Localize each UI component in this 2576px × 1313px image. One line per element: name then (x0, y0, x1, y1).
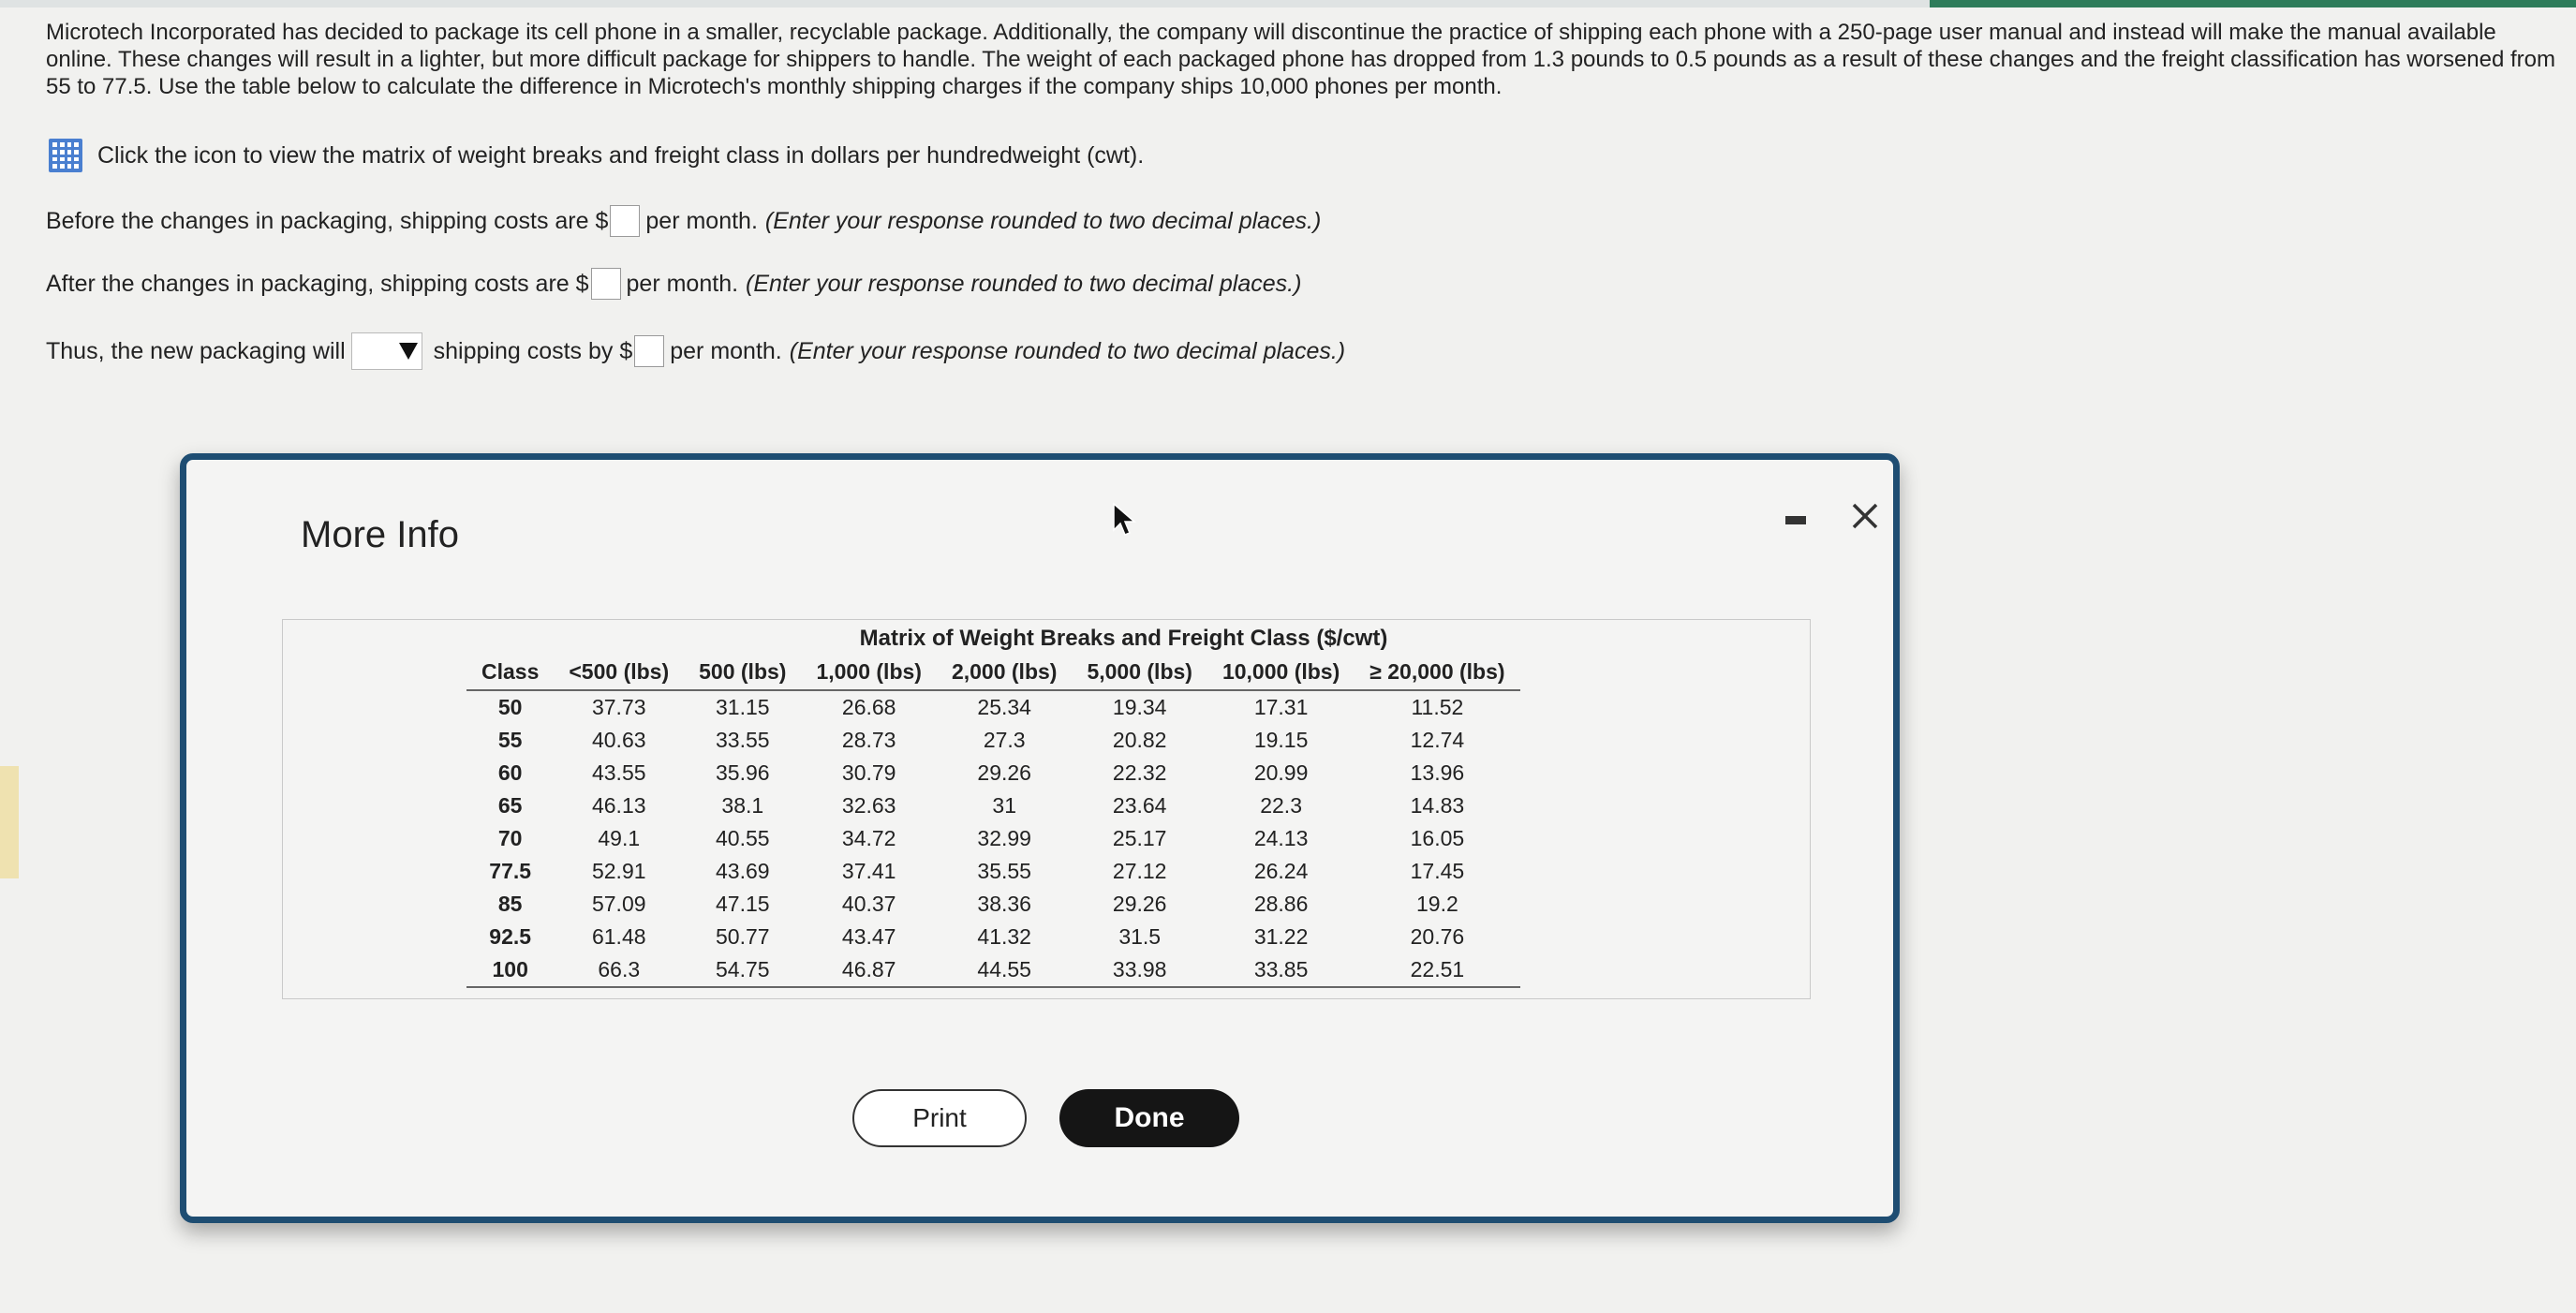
rate-cell: 32.63 (841, 793, 896, 818)
header-cell: 1,000 (lbs) (801, 654, 937, 690)
rate-cell: 43.55 (591, 760, 646, 785)
q3-suffix: per month. (670, 337, 782, 364)
table-row (466, 921, 1520, 953)
rate-cell: 44.55 (937, 953, 1073, 987)
rate-cell: 37.73 (591, 695, 646, 719)
class-cell: 60 (497, 760, 523, 785)
rate-cell: 49.1 (598, 826, 641, 850)
class-cell: 70 (497, 826, 523, 850)
top-bar-accent (1930, 0, 2576, 7)
before-cost-input[interactable] (610, 205, 640, 237)
table-row (466, 888, 1520, 921)
rate-cell: 33.55 (716, 728, 770, 752)
mouse-cursor-icon (1112, 502, 1138, 539)
header-cell: 2,000 (lbs) (937, 654, 1073, 690)
matrix-table-frame (282, 619, 1811, 999)
top-bar (0, 0, 2576, 7)
rate-cell: 30.79 (841, 760, 896, 785)
table-row (466, 690, 1520, 724)
increase-decrease-dropdown[interactable] (351, 332, 422, 370)
rate-cell: 22.32 (1112, 760, 1167, 785)
q3-note: (Enter your response rounded to two decimal places.) (789, 337, 1346, 364)
rate-cell: 11.52 (1411, 695, 1464, 719)
rate-cell: 46.13 (591, 793, 646, 818)
rate-cell: 22.3 (1260, 793, 1302, 818)
dropdown-arrow-icon (399, 343, 418, 360)
rate-cell: 47.15 (716, 892, 770, 916)
table-row (466, 789, 1520, 822)
header-cell: 500 (lbs) (684, 654, 801, 690)
info-link-text: Click the icon to view the matrix of weight breaks and freight class in dollars per hundredweight (cwt). (97, 141, 1145, 169)
rate-cell: 34.72 (841, 826, 896, 850)
rate-cell: 37.41 (841, 859, 896, 883)
q2-prefix: After the changes in packaging, shipping costs are $ (46, 270, 589, 297)
rate-cell: 17.45 (1410, 859, 1465, 883)
rate-cell: 27.12 (1112, 859, 1167, 883)
close-icon[interactable] (1844, 495, 1886, 537)
rate-cell: 31.15 (716, 695, 770, 719)
rate-cell: 28.73 (841, 728, 896, 752)
rate-cell: 46.87 (801, 953, 937, 987)
rate-cell: 29.26 (977, 760, 1031, 785)
rate-cell: 50.77 (716, 924, 770, 949)
header-cell: 5,000 (lbs) (1072, 654, 1207, 690)
class-cell: 50 (497, 695, 523, 719)
rate-cell: 52.91 (591, 859, 646, 883)
question-difference (46, 332, 1345, 370)
difference-input[interactable] (634, 335, 664, 367)
more-info-dialog (180, 453, 1900, 1223)
table-grid-icon[interactable] (49, 139, 82, 172)
rate-cell: 40.37 (841, 892, 896, 916)
class-cell: 65 (497, 793, 523, 818)
rate-cell: 38.36 (977, 892, 1031, 916)
rate-cell: 61.48 (591, 924, 646, 949)
table-row (466, 757, 1520, 789)
rate-cell: 28.86 (1253, 892, 1309, 916)
q1-note: (Enter your response rounded to two decimal places.) (764, 207, 1322, 234)
header-cell: ≥ 20,000 (lbs) (1355, 654, 1519, 690)
info-row (49, 137, 1144, 174)
after-cost-input[interactable] (591, 268, 621, 300)
rate-cell: 20.99 (1253, 760, 1309, 785)
q1-prefix: Before the changes in packaging, shipping costs are $ (46, 207, 609, 234)
rate-cell: 25.34 (977, 695, 1031, 719)
table-row (466, 953, 1520, 987)
rate-cell: 41.32 (977, 924, 1031, 949)
rate-cell: 32.99 (977, 826, 1031, 850)
rate-cell: 31.22 (1253, 924, 1309, 949)
rate-cell: 33.98 (1072, 953, 1207, 987)
rate-cell: 27.3 (983, 728, 1026, 752)
done-button[interactable]: Done (1059, 1089, 1239, 1147)
rate-cell: 19.34 (1112, 695, 1167, 719)
table-row (466, 855, 1520, 888)
class-cell: 92.5 (489, 924, 532, 949)
q2-suffix: per month. (626, 270, 739, 297)
rate-cell: 33.85 (1207, 953, 1355, 987)
header-cell: 10,000 (lbs) (1207, 654, 1355, 690)
rate-cell: 31.5 (1118, 924, 1162, 949)
rate-cell: 16.05 (1410, 826, 1465, 850)
freight-matrix-table (466, 654, 1520, 988)
rate-cell: 23.64 (1112, 793, 1167, 818)
rate-cell: 22.51 (1355, 953, 1519, 987)
q2-note: (Enter your response rounded to two decimal places.) (746, 270, 1302, 297)
rate-cell: 24.13 (1253, 826, 1309, 850)
table-header-row (466, 654, 1520, 690)
print-button[interactable]: Print (852, 1089, 1027, 1147)
header-cell: Class (466, 654, 554, 690)
rate-cell: 26.68 (841, 695, 896, 719)
rate-cell: 12.74 (1410, 728, 1465, 752)
rate-cell: 66.3 (554, 953, 684, 987)
class-cell: 100 (466, 953, 554, 987)
question-before (46, 205, 1321, 237)
rate-cell: 14.83 (1410, 793, 1465, 818)
rate-cell: 43.69 (716, 859, 770, 883)
rate-cell: 31 (992, 793, 1016, 818)
matrix-title: Matrix of Weight Breaks and Freight Class ($/cwt) (859, 626, 1388, 651)
q1-suffix: per month. (645, 207, 758, 234)
rate-cell: 35.55 (977, 859, 1031, 883)
rate-cell: 29.26 (1112, 892, 1167, 916)
q3-mid: shipping costs by $ (433, 337, 633, 364)
table-row (466, 724, 1520, 757)
rate-cell: 35.96 (716, 760, 770, 785)
rate-cell: 26.24 (1253, 859, 1309, 883)
class-cell: 85 (497, 892, 523, 916)
rate-cell: 19.2 (1416, 892, 1458, 916)
rate-cell: 20.76 (1410, 924, 1465, 949)
q3-prefix: Thus, the new packaging will (46, 337, 346, 364)
problem-statement: Microtech Incorporated has decided to package its cell phone in a smaller, recyclable package. Additionally, the company will discontinue the practice of shipping each phone with a 250-page user manual and instead will make the manual available online. These changes will result in a lighter, but more difficult package for shippers to handle. The weight of each packaged phone has dropped from 1.3 pounds to 0.5 pounds as a result of these changes and the freight classification has worsened from 55 to 77.5. Use the table below to calculate the difference in Microtech's monthly shipping charges if the company ships 10,000 phones per month. (46, 20, 2555, 99)
rate-cell: 25.17 (1112, 826, 1167, 850)
rate-cell: 40.55 (716, 826, 770, 850)
rate-cell: 54.75 (684, 953, 801, 987)
class-cell: 55 (497, 728, 523, 752)
rate-cell: 20.82 (1112, 728, 1167, 752)
rate-cell: 43.47 (841, 924, 896, 949)
rate-cell: 38.1 (721, 793, 764, 818)
dialog-title: More Info (301, 514, 459, 555)
rate-cell: 13.96 (1410, 760, 1465, 785)
rate-cell: 40.63 (591, 728, 646, 752)
side-marker (0, 766, 19, 878)
question-after (46, 268, 1301, 300)
minimize-icon[interactable] (1785, 516, 1806, 524)
rate-cell: 19.15 (1253, 728, 1309, 752)
table-row (466, 822, 1520, 855)
class-cell: 77.5 (489, 859, 532, 883)
header-cell: <500 (lbs) (554, 654, 684, 690)
rate-cell: 57.09 (591, 892, 646, 916)
rate-cell: 17.31 (1253, 695, 1309, 719)
